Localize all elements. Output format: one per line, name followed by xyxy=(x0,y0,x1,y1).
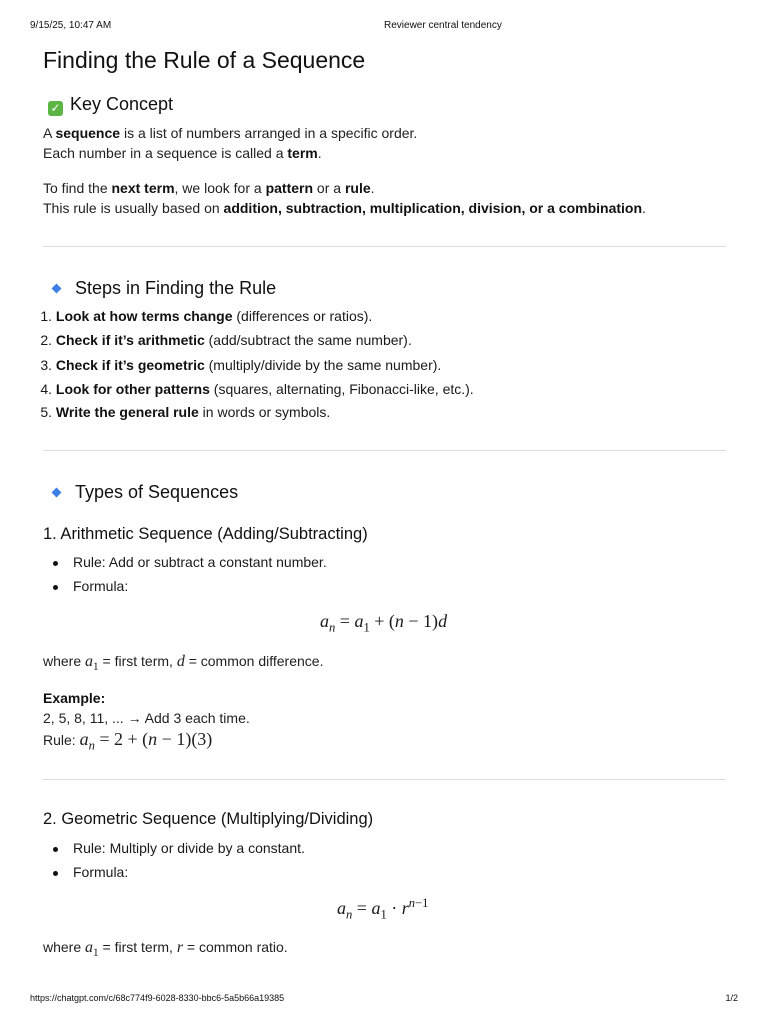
print-doc-title: Reviewer central tendency xyxy=(384,20,502,31)
list-item: Formula: xyxy=(53,862,128,882)
bullet-dot xyxy=(53,561,58,566)
example-rule: Rule: $a_n = 2 + (n - 1)(3)$ xyxy=(43,729,213,753)
bullet-dot xyxy=(53,871,58,876)
divider xyxy=(43,246,726,247)
paragraph-sequence-def: A sequence is a list of numbers arranged in a specific order. Each number in a sequence is called a term. xyxy=(43,125,418,161)
steps-heading: Steps in Finding the Rule xyxy=(43,278,276,299)
arithmetic-heading: 1. Arithmetic Sequence (Adding/Subtracting) xyxy=(43,525,368,543)
example-sequence: 2, 5, 8, 11, ... → Add 3 each time. xyxy=(43,710,250,726)
key-concept-heading-text: Key Concept xyxy=(70,94,174,114)
page-title: Finding the Rule of a Sequence xyxy=(43,47,366,73)
bullet-dot xyxy=(53,585,58,590)
arithmetic-where: where $a_1$ = first term, d = common difference. xyxy=(43,653,324,674)
key-concept-heading xyxy=(43,94,173,116)
print-footer xyxy=(30,993,738,1007)
geometric-formula: $a_n = a_1 \cdot r^{n-1}$ xyxy=(337,896,429,922)
blue-diamond-icon xyxy=(52,487,62,497)
list-item: Rule: Add or subtract a constant number. xyxy=(53,552,327,572)
step-item: 3. Check if it’s geometric (multiply/divide by the same number). xyxy=(40,357,442,373)
divider xyxy=(43,779,726,780)
check-mark-icon: ✓ xyxy=(48,101,63,116)
blue-diamond-icon xyxy=(52,283,62,293)
step-item: 1. Look at how terms change (differences or ratios). xyxy=(40,308,373,324)
paragraph-next-term: To find the next term, we look for a pattern or a rule. This rule is usually based on addition, subtraction, multiplication, division, or a combination. xyxy=(43,180,646,216)
list-item: Formula: xyxy=(53,576,128,596)
arithmetic-formula: $a_n = a_1 + (n - 1)d$ xyxy=(320,611,448,635)
divider xyxy=(43,450,726,451)
step-item: 5. Write the general rule in words or symbols. xyxy=(40,404,331,420)
bold-term: term xyxy=(287,145,318,161)
example-label: Example: xyxy=(43,690,106,706)
step-item: 2. Check if it’s arithmetic (add/subtract the same number). xyxy=(40,332,412,348)
step-item: 4. Look for other patterns (squares, alternating, Fibonacci-like, etc.). xyxy=(40,381,474,397)
bullet-dot xyxy=(53,847,58,852)
print-url: https://chatgpt.com/c/68c774f9-6028-8330-bbc6-5a5b66a19385 xyxy=(30,993,285,1003)
geometric-heading: 2. Geometric Sequence (Multiplying/Dividing) xyxy=(43,810,374,828)
print-header xyxy=(30,20,738,34)
types-heading: Types of Sequences xyxy=(43,482,238,503)
bold-sequence: sequence xyxy=(55,125,121,141)
geometric-where: where $a_1$ = first term, r = common ratio. xyxy=(43,939,288,960)
list-item: Rule: Multiply or divide by a constant. xyxy=(53,838,305,858)
print-date: 9/15/25, 10:47 AM xyxy=(30,20,112,31)
page-number: 1/2 xyxy=(725,993,738,1003)
